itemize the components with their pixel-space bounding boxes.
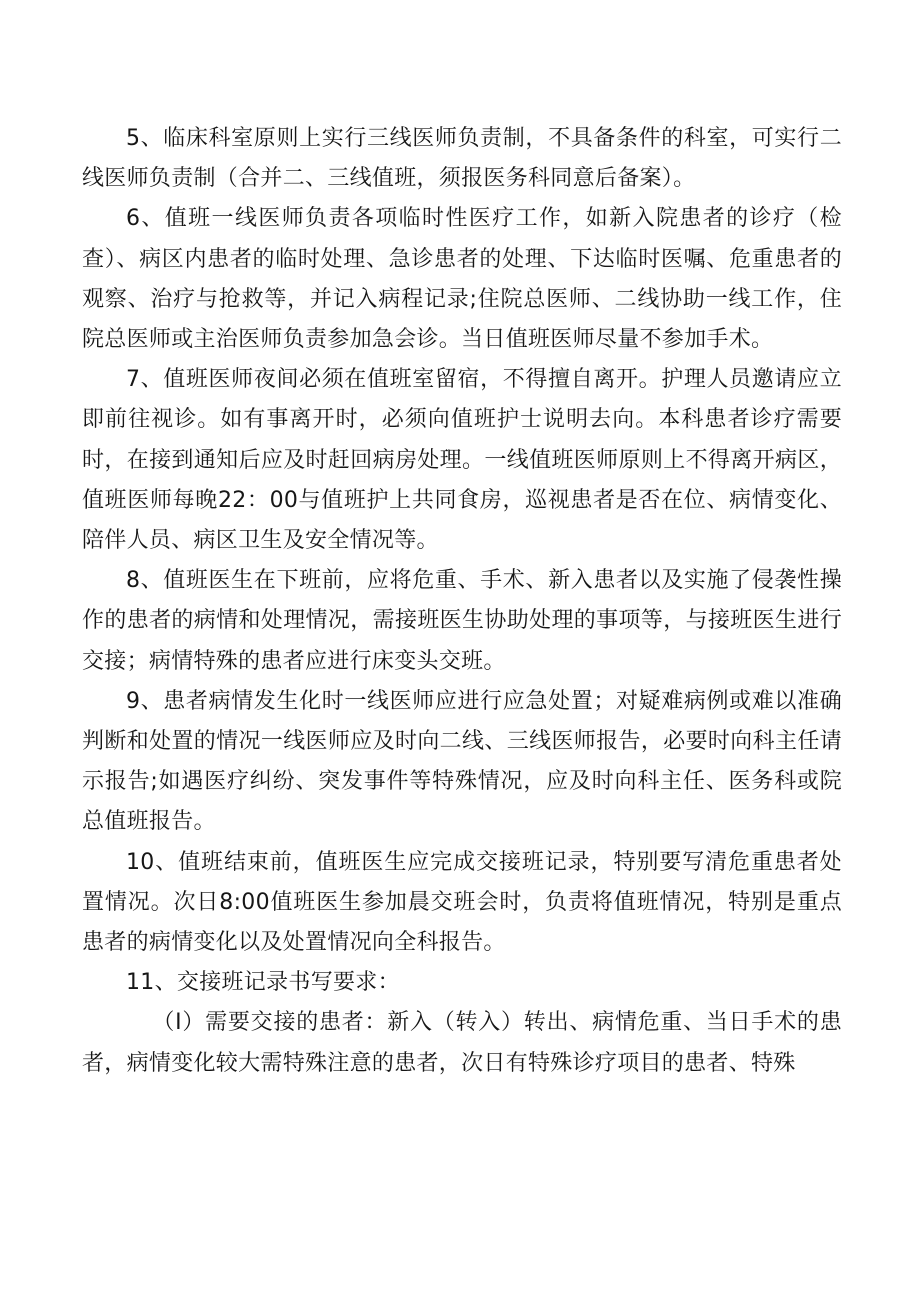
document-body <box>82 119 842 1084</box>
paragraph-item-11: 11、交接班记录书写要求： <box>126 970 400 996</box>
paragraph-item-10: 10、值班结束前，值班医生应完成交接班记录，特别要写清危重患者处置情况。次日8:00值班医生参加晨交班会时，负责将值班情况，特别是重点患者的病情变化以及处置情况向全科报告。 <box>82 849 842 956</box>
paragraph-item-6: 6、值班一线医师负责各项临时性医疗工作，如新入院患者的诊疗（检查）、病区内患者的临时处理、急诊患者的处理、下达临时医嘱、危重患者的观察、治疗与抢救等，并记入病程记录;住院总医师、二线协助一线工作，住院总医师或主治医师负责参加急会诊。当日值班医师尽量不参加手术。 <box>82 206 842 353</box>
paragraph-item-5: 5、临床科室原则上实行三线医师负责制，不具备条件的科室，可实行二线医师负责制（合并二、三线值班，须报医务科同意后备案）。 <box>82 126 842 192</box>
paragraph-item-8: 8、值班医生在下班前，应将危重、手术、新入患者以及实施了侵袭性操作的患者的病情和处理情况，需接班医生协助处理的事项等，与接班医生进行交接；病情特殊的患者应进行床变头交班。 <box>82 568 842 674</box>
paragraph-subitem-1: （I）需要交接的患者：新入（转入）转出、病情危重、当日手术的患者，病情变化较大需特殊注意的患者，次日有特殊诊疗项目的患者、特殊 <box>82 1010 842 1076</box>
paragraph-item-7: 7、值班医师夜间必须在值班室留宿，不得擅自离开。护理人员邀请应立即前往视诊。如有事离开时，必须向值班护士说明去向。本科患者诊疗需要时，在接到通知后应及时赶回病房处理。一线值班医师原则上不得离开病区，值班医师每晚22：00与值班护上共同食房，巡视患者是否在位、病情变化、陪伴人员、病区卫生及安全情况等。 <box>82 367 842 554</box>
paragraph-item-9: 9、患者病情发生化时一线医师应进行应急处置；对疑难病例或难以准确判断和处置的情况一线医师应及时向二线、三线医师报告，必要时向科主任请示报告;如遇医疗纠纷、突发事件等特殊情况，应及时向科主任、医务科或院总值班报告。 <box>82 688 842 835</box>
